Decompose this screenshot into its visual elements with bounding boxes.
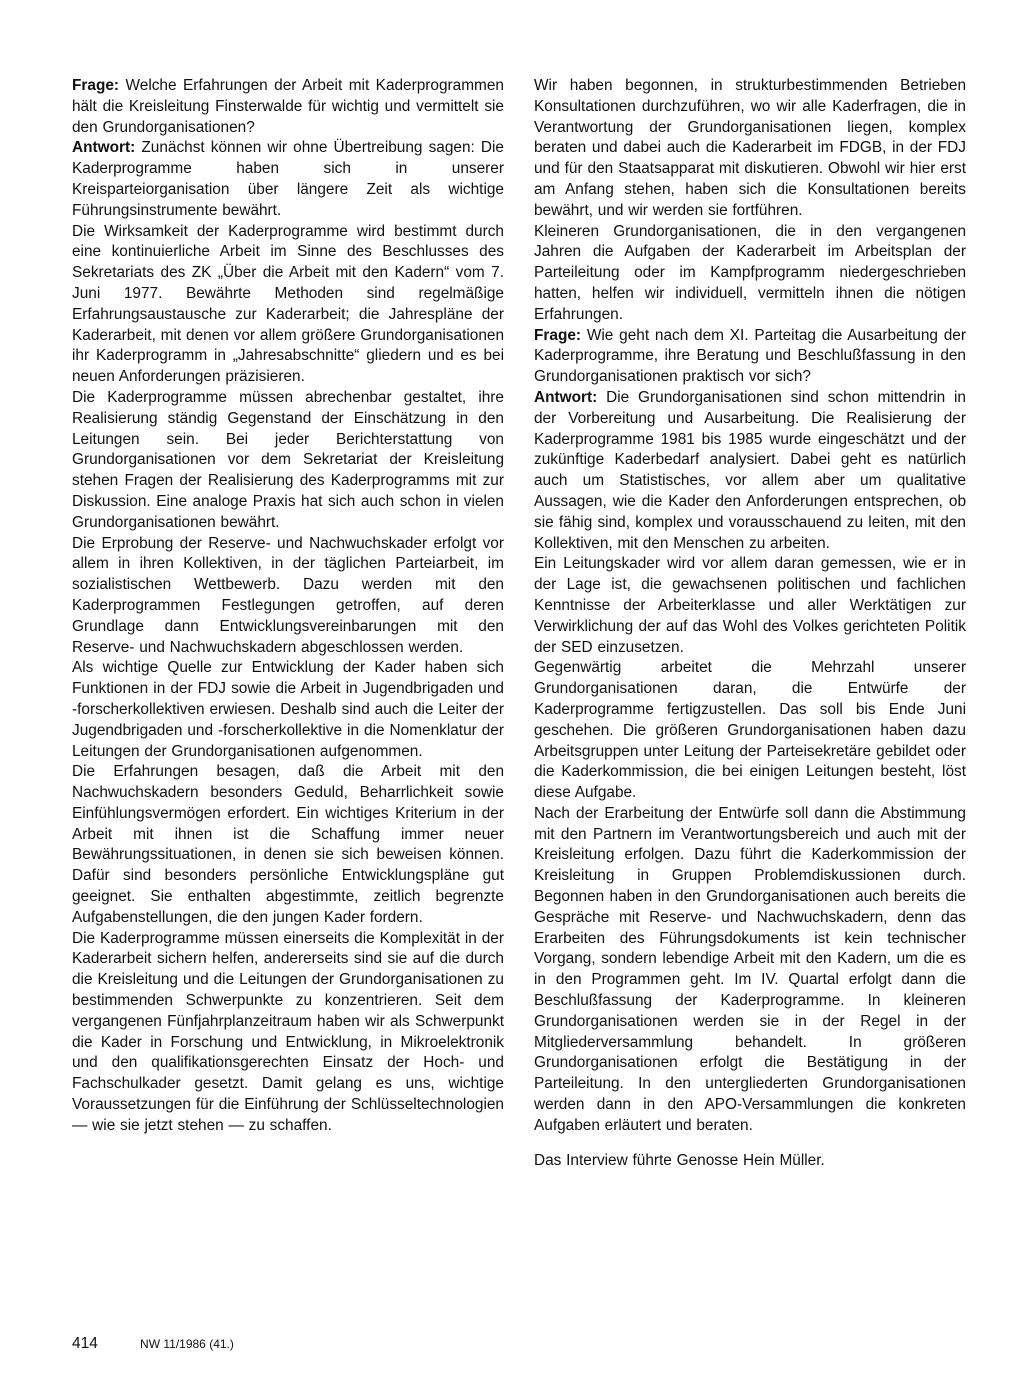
paragraph-text: Zunächst können wir ohne Übertreibung sagen: Die Kaderprogramme haben sich in unserer Kreisparteiorganisation über längere Zeit als wichtige Führungsinstrumente bewährt.	[72, 139, 504, 219]
paragraph-text: Als wichtige Quelle zur Entwicklung der Kader haben sich Funktionen in der FDJ sowie die Arbeit in Jugendbrigaden und -forscherkollektiven erwiesen. Deshalb sind auch die Leiter der Jugendbrigaden und -forscherkollektive in die Nomenklatur der Leitungen der Grundorganisationen aufgenommen.	[72, 659, 504, 760]
left-column	[72, 76, 504, 1137]
paragraph-text: Die Erfahrungen besagen, daß die Arbeit mit den Nachwuchskadern besonders Geduld, Beharrlichkeit sowie Einfühlungsvermögen erfordert. Ein wichtiges Kriterium in der Arbeit mit ihnen ist die Schaffung immer neuer Bewährungssituationen, in denen sie sich beweisen können. Dafür sind besonders persönliche Entwicklungspläne gut geeignet. Sie enthalten abgestimmte, zeitlich begrenzte Aufgabenstellungen, die den jungen Kader fordern.	[72, 763, 504, 926]
paragraph	[72, 929, 504, 1137]
paragraph	[72, 76, 504, 138]
paragraph-text: Nach der Erarbeitung der Entwürfe soll dann die Abstimmung mit den Partnern im Verantwortungsbereich und auch mit der Kreisleitung erfolgen. Dazu führt die Kaderkommission der Kreisleitung in Gruppen Problemdiskussionen durch. Begonnen haben in den Grundorganisationen auch bereits die Gespräche mit Reserve- und Nachwuchskadern, denn das Erarbeiten des Führungsdokuments ist kein technischer Vorgang, sondern lebendige Arbeit mit den Kadern, um die es in den Programmen geht. Im IV. Quartal erfolgt dann die Beschlußfassung der Kaderprogramme. In kleineren Grundorganisationen werden sie in der Regel in der Mitgliederversammlung behandelt. In größeren Grundorganisationen erfolgt die Bestätigung in der Parteileitung. In den untergliederten Grundorganisationen werden dann in den APO-Versammlungen die konkreten Aufgaben erläutert und beraten.	[534, 804, 966, 1134]
right-column	[534, 76, 966, 1171]
paragraph-text: Kleineren Grundorganisationen, die in den vergangenen Jahren die Aufgaben der Kaderarbeit im Arbeitsplan der Parteileitung oder im Kampfprogramm niedergeschrieben hatten, helfen wir individuell, vermitteln ihnen die nötigen Erfahrungen.	[534, 222, 966, 323]
paragraph-text: Welche Erfahrungen der Arbeit mit Kaderprogrammen hält die Kreisleitung Finsterwalde für wichtig und vermittelt sie den Grundorganisationen?	[72, 77, 504, 136]
paragraph	[72, 388, 504, 534]
label-antwort: Antwort:	[534, 388, 598, 406]
label-frage: Frage:	[534, 326, 582, 344]
paragraph-text: Die Grundorganisationen sind schon mittendrin in der Vorbereitung und Ausarbeitung. Die Realisierung der Kaderprogramme 1981 bis 1985 wurde eingeschätzt und der zukünftige Kaderbedarf analysiert. Dabei geht es natürlich auch um Statistisches, vor allem aber um qualitative Aussagen, wie die Kader den Anforderungen entsprechen, ob sie fähig sind, komplex und vorausschauend zu leiten, mit den Kollektiven, mit den Menschen zu arbeiten.	[534, 388, 966, 552]
paragraph	[534, 76, 966, 222]
issue-reference: NW 11/1986 (41.)	[140, 1337, 234, 1351]
paragraph	[534, 388, 966, 554]
paragraph	[534, 658, 966, 804]
paragraph	[72, 222, 504, 388]
paragraph-text: Die Kaderprogramme müssen abrechenbar gestaltet, ihre Realisierung ständig Gegenstand der Einschätzung in den Leitungen sein. Bei jeder Berichterstattung von Grundorganisationen vor dem Sekretariat der Kreisleitung stehen Fragen der Realisierung des Kaderprogramms mit zur Diskussion. Eine analoge Praxis hat sich auch schon in vielen Grundorganisationen bewährt.	[72, 388, 504, 531]
paragraph-text: Die Erprobung der Reserve- und Nachwuchskader erfolgt vor allem in ihren Kollektiven, in der täglichen Parteiarbeit, im sozialistischen Wettbewerb. Dazu werden mit den Kaderprogrammen Festlegungen getroffen, auf deren Grundlage dann Entwicklungsvereinbarungen mit den Reserve- und Nachwuchskadern abgeschlossen werden.	[72, 534, 504, 656]
paragraph	[534, 554, 966, 658]
paragraph	[534, 804, 966, 1137]
paragraph	[72, 762, 504, 928]
paragraph-text: Wie geht nach dem XI. Parteitag die Ausarbeitung der Kaderprogramme, ihre Beratung und Beschlußfassung in den Grundorganisationen praktisch vor sich?	[534, 326, 966, 386]
paragraph	[72, 534, 504, 659]
paragraph-text: Ein Leitungskader wird vor allem daran gemessen, wie er in der Lage ist, die gewachsenen politischen und fachlichen Kenntnisse der Arbeiterklasse und aller Werktätigen zur Verwirklichung der auf das Wohl des Volkes gerichteten Politik der SED einzusetzen.	[534, 555, 966, 656]
label-antwort: Antwort:	[72, 139, 136, 157]
paragraph	[72, 658, 504, 762]
paragraph	[72, 138, 504, 221]
paragraph	[534, 222, 966, 326]
paragraph-text: Die Kaderprogramme müssen einerseits die Komplexität in der Kaderarbeit sichern helfen, andererseits sind sie auf die durch die Kreisleitung und die Leitungen der Grundorganisationen zu bestimmenden Schwerpunkte zu konzentrieren. Seit dem vergangenen Fünfjahrplanzeitraum haben wir als Schwerpunkt die Kader in Forschung und Entwicklung, in Mikroelektronik und den qualifikationsgerechten Einsatz der Hoch- und Fachschulkader gesetzt. Damit gelang es uns, wichtige Voraussetzungen für die Einführung der Schlüsseltechnologien — wie sie jetzt stehen — zu schaffen.	[72, 929, 504, 1134]
page-footer	[72, 1334, 234, 1354]
interview-credit: Das Interview führte Genosse Hein Müller.	[534, 1151, 825, 1169]
page-number: 414	[72, 1335, 98, 1352]
paragraph-text: Die Wirksamkeit der Kaderprogramme wird bestimmt durch eine kontinuierliche Arbeit im Sinne des Beschlusses des Sekretariats des ZK „Über die Arbeit mit den Kadern“ vom 7. Juni 1977. Bewährte Methoden sind regelmäßige Erfahrungsaustausche zur Kaderarbeit; die Jahrespläne der Kaderarbeit, mit denen vor allem größere Grundorganisationen ihr Kaderprogramm in „Jahresabschnitte“ gliedern und es bei neuen Anforderungen präzisieren.	[72, 222, 504, 386]
paragraph-text: Wir haben begonnen, in strukturbestimmenden Betrieben Konsultationen durchzuführen, wo wir alle Kaderfragen, die in Verantwortung der Grundorganisationen liegen, komplex beraten und dabei auch die Kaderarbeit im FDGB, in der FDJ und für den Staatsapparat mit diskutieren. Obwohl wir hier erst am Anfang stehen, haben sich die Konsultationen bereits bewährt, und wir werden sie fortführen.	[534, 77, 966, 219]
paragraph	[534, 326, 966, 388]
label-frage: Frage:	[72, 77, 120, 94]
paragraph-text: Gegenwärtig arbeitet die Mehrzahl unserer Grundorganisationen daran, die Entwürfe der Kaderprogramme fertigzustellen. Das soll bis Ende Juni geschehen. Die größeren Grundorganisationen haben dazu Arbeitsgruppen unter Leitung der Parteisekretäre gebildet oder die Kaderkommission, die bei einigen Leitungen besteht, löst diese Aufgabe.	[534, 659, 966, 802]
